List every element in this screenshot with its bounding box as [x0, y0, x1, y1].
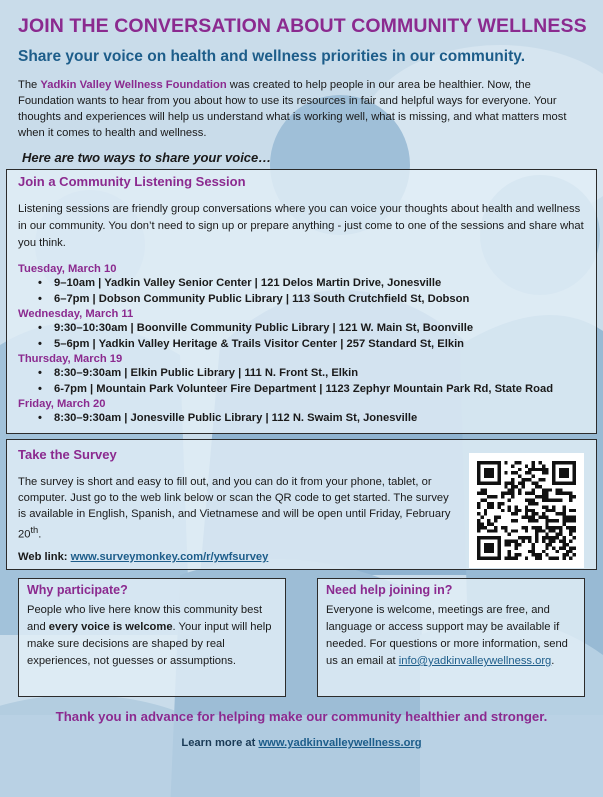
- contact-email-link[interactable]: info@yadkinvalleywellness.org: [398, 655, 552, 667]
- ordinal-suffix: th: [30, 525, 39, 535]
- survey-description-end: .: [38, 528, 42, 541]
- session-item: • 8:30–9:30am | Elkin Public Library | 111 N. Front St., Elkin: [38, 366, 586, 382]
- weblink-label: Web link:: [18, 550, 71, 563]
- qr-code-icon: [477, 461, 576, 560]
- listening-session-description: Listening sessions are friendly group conversations where you can voice your thoughts about health and wellness in our community. You don’t need to sign up or prepare anything - just come to one of the sessions and share what you think.: [18, 203, 584, 249]
- why-text-part: People who live here know this community best and: [27, 604, 263, 633]
- learn-more: [18, 737, 585, 749]
- thank-you-message: Thank you in advance for helping make our community healthier and stronger.: [55, 709, 548, 724]
- session-list: [18, 366, 586, 397]
- need-help-box: [317, 578, 585, 697]
- day-heading: Tuesday, March 10: [18, 263, 117, 275]
- session-list: [18, 276, 586, 307]
- headline: JOIN THE CONVERSATION ABOUT COMMUNITY WELLNESS: [18, 15, 587, 37]
- intro-paragraph: [18, 77, 585, 141]
- why-participate-text: [27, 602, 277, 670]
- schedule-day: [18, 307, 586, 352]
- why-text-part: . Your input will help make sure decisions are shaped by real experiences, not guesses or assumptions.: [27, 621, 272, 667]
- schedule-day: [18, 352, 586, 397]
- survey-link[interactable]: www.surveymonkey.com/r/ywfsurvey: [70, 550, 269, 563]
- session-item: • 6–7pm | Dobson Community Public Library | 113 South Crutchfield St, Dobson: [38, 292, 586, 308]
- survey-title: Take the Survey: [18, 447, 117, 462]
- why-participate-box: [18, 578, 286, 697]
- info-boxes: [18, 578, 585, 697]
- session-item: • 9–10am | Yadkin Valley Senior Center | 121 Delos Martin Drive, Jonesville: [38, 276, 586, 292]
- need-help-text: [326, 602, 576, 670]
- listening-session-title: Join a Community Listening Session: [18, 174, 246, 189]
- session-list: [18, 411, 586, 427]
- session-item: • 6-7pm | Mountain Park Volunteer Fire Department | 1123 Zephyr Mountain Park Rd, State Road: [38, 382, 586, 398]
- subheadline: Share your voice on health and wellness priorities in our community.: [18, 48, 526, 65]
- session-item: • 8:30–9:30am | Jonesville Public Library | 112 N. Swaim St, Jonesville: [38, 411, 586, 427]
- listening-session-box: [6, 169, 597, 434]
- survey-box: [6, 439, 597, 570]
- survey-description: [18, 474, 454, 543]
- help-text-end: .: [551, 655, 555, 667]
- why-text-emphasis: every voice is welcome: [48, 621, 173, 633]
- day-heading: Thursday, March 19: [18, 353, 123, 365]
- day-heading: Wednesday, March 11: [18, 308, 134, 320]
- session-item: • 9:30–10:30am | Boonville Community Public Library | 121 W. Main St, Boonville: [38, 321, 586, 337]
- schedule-day: [18, 262, 586, 307]
- organization-name: Yadkin Valley Wellness Foundation: [40, 79, 227, 91]
- intro-body: was created to help people in our area be healthier. Now, the Foundation wants to hear from you about how to use its resources in fair and helpful ways for everyone. Your thoughts and experiences will help us understand what is working well, what is missing, and what matters most when it comes to health and wellness.: [18, 79, 567, 139]
- why-participate-title: Why participate?: [27, 583, 128, 597]
- website-link[interactable]: www.yadkinvalleywellness.org: [258, 737, 422, 749]
- learn-more-label: Learn more at: [181, 737, 259, 749]
- session-schedule: [18, 262, 586, 427]
- session-list: [18, 321, 586, 352]
- qr-code[interactable]: [469, 453, 584, 568]
- schedule-day: [18, 397, 586, 427]
- day-heading: Friday, March 20: [18, 398, 106, 410]
- session-item: • 5–6pm | Yadkin Valley Heritage & Trails Visitor Center | 257 Standard St, Elkin: [38, 337, 586, 353]
- two-ways-heading: Here are two ways to share your voice…: [22, 150, 272, 165]
- survey-description-text: The survey is short and easy to fill out, and you can do it from your phone, tablet, or computer. Just go to the web link below or scan the QR code to get started. The survey is available in English, Spanish, and Vietnamese and will be open until Friday, February 20: [18, 476, 451, 541]
- need-help-title: Need help joining in?: [326, 583, 453, 597]
- intro-lead: The: [18, 79, 41, 91]
- help-text-part: Everyone is welcome, meetings are free, and language or access support may be available if needed. For questions or more information, send us an email at: [326, 604, 568, 667]
